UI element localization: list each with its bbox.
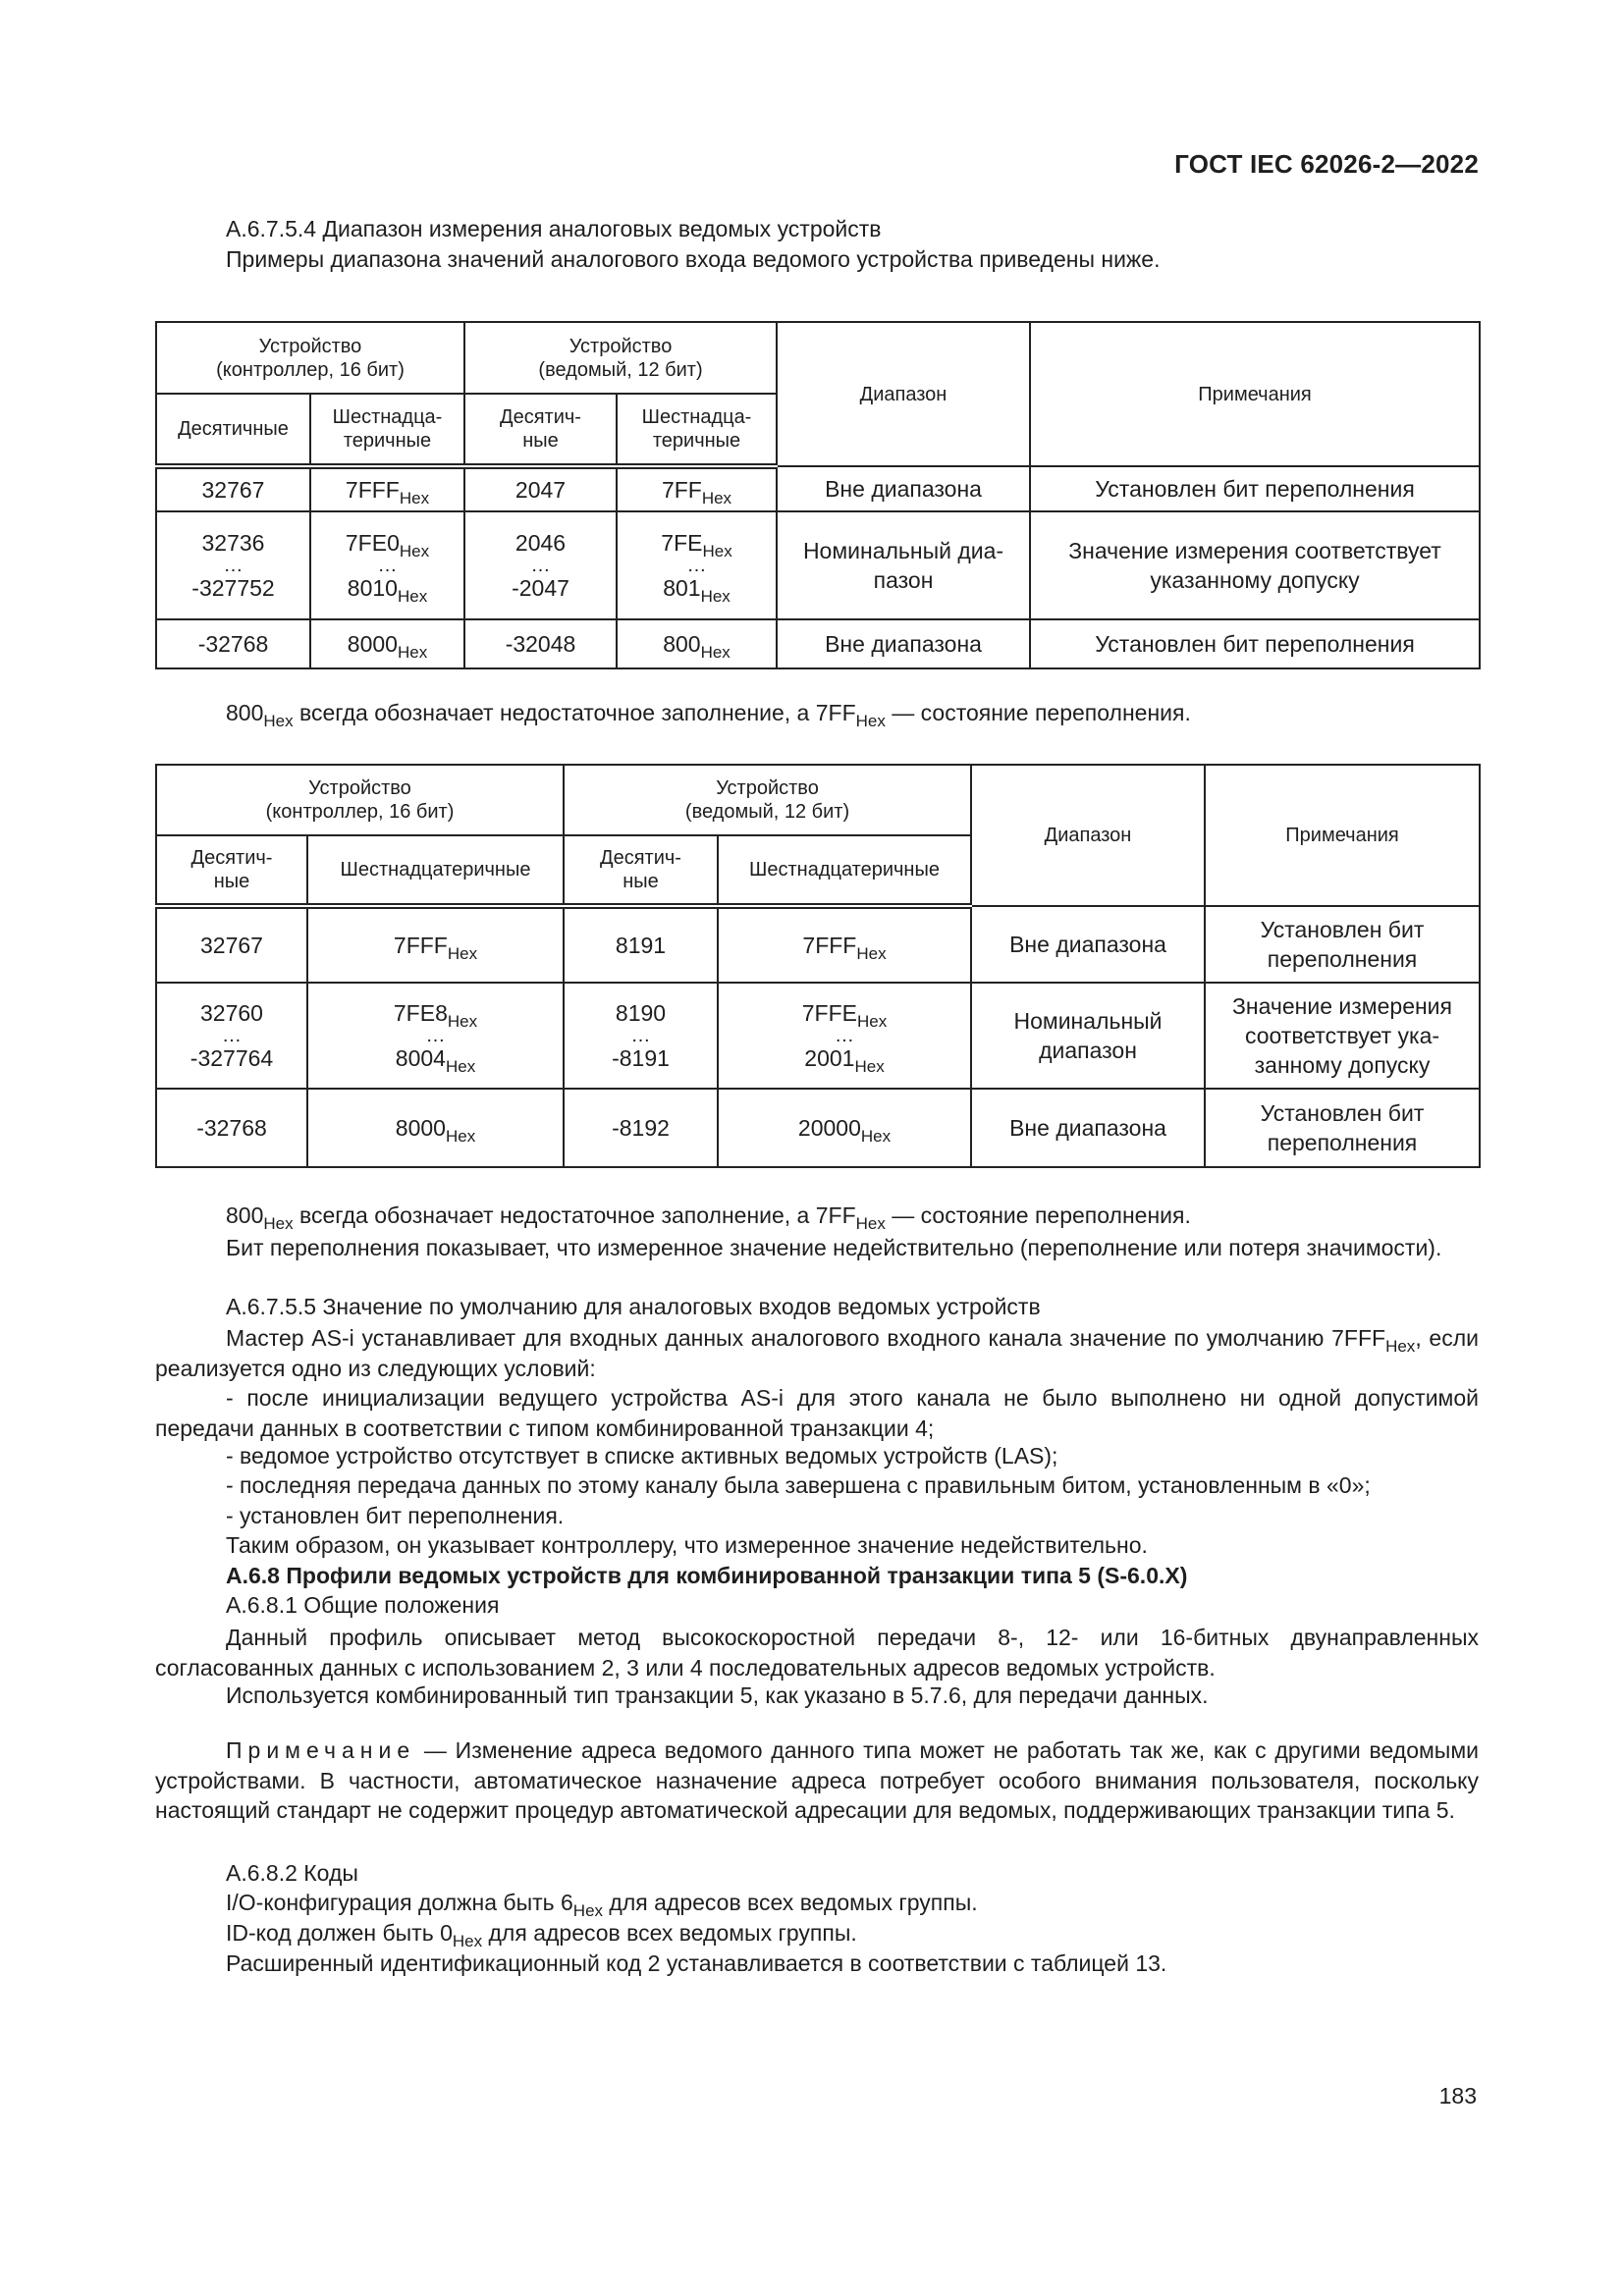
cell-slave-dec: -32048 [464,619,617,668]
note-block: Примечание — Изменение адреса ведомого данного типа может не работать так же, как с другими ведомыми устройствами. В частности, автоматическое назначение адреса потребует особого внимания пользователя, поскольку настоящий стандарт не содержит процедур автоматической адресации для ведомых, поддерживающих транзакции типа 5. [155,1737,1479,1823]
header-controller-group: Устройство (контроллер, 16 бит) [156,322,464,394]
range-table-12bit [155,321,1481,669]
table-row [156,1089,1480,1167]
condition-item-3: - последняя передача данных по этому каналу была завершена с правильным битом, установленным в «0»; [226,1472,1371,1498]
cell-slave-hex: $7FF_{Hex}$ [617,466,777,511]
cell-range: Вне диапазона [777,466,1030,511]
table-row [156,983,1480,1089]
header-slave-hex: Шестнадца- теричные [617,394,777,466]
cell-slave-dec: -8192 [564,1089,718,1167]
range-table-16bit [155,764,1481,1168]
profile-description: Данный профиль описывает метод высокоскоростной передачи 8-, 12- или 16-битных двунаправленных согласованных данных с использованием 2, 3 или 4 последовательных адресов ведомых устройств. [155,1625,1479,1681]
cell-slave-dec: 2046 … -2047 [464,511,617,619]
note-underflow-overflow-2: $800_{Hex}$ всегда обозначает недостаточное заполнение, а $7FF_{Hex}$ — состояние переполнения. [226,1202,1191,1233]
header-ctrl-hex: Шестнадца- теричные [310,394,464,466]
condition-item-2: - ведомое устройство отсутствует в списке активных ведомых устройств (LAS); [226,1443,1058,1468]
cell-notes: Значение измерения соответствует указанному допуску [1030,511,1480,619]
cell-slave-hex: $7FFE_{Hex}$ … $2001_{Hex}$ [718,983,971,1089]
cell-range: Вне диапазона [971,906,1205,983]
cell-ctrl-hex: $7FE0_{Hex}$ … $8010_{Hex}$ [310,511,464,619]
cell-notes: Установлен бит переполнения [1205,906,1480,983]
header-ctrl-hex: Шестнадцатеричные [307,835,564,906]
cell-ctrl-hex: $8000_{Hex}$ [310,619,464,668]
cell-notes: Установлен бит переполнения [1205,1089,1480,1167]
header-range: Диапазон [777,322,1030,466]
cell-notes: Значение измерения соответствует ука- занному допуску [1205,983,1480,1089]
header-controller-group: Устройство (контроллер, 16 бит) [156,765,564,835]
cell-ctrl-dec: 32736 … -327752 [156,511,310,619]
header-ctrl-decimal: Десятичные [156,394,310,466]
table-row [156,619,1480,668]
default-value-paragraph: Мастер AS-i устанавливает для входных данных аналогового входного канала значение по умолчанию $7FFF_{Hex}$, если реализуется одно из следующих условий: [155,1325,1479,1381]
cell-slave-dec: 8190 … -8191 [564,983,718,1089]
cell-range: Номинальный диапазон [971,983,1205,1089]
cell-range: Номинальный диа-пазон [777,511,1030,619]
header-ctrl-decimal: Десятич- ные [156,835,307,906]
header-slave-hex: Шестнадцатеричные [718,835,971,906]
section-title-a6755: А.6.7.5.5 Значение по умолчанию для аналоговых входов ведомых устройств [226,1294,1041,1319]
header-notes: Примечания [1205,765,1480,906]
cell-range: Вне диапазона [971,1089,1205,1167]
section-title-a681: А.6.8.1 Общие положения [226,1592,500,1618]
header-slave-decimal: Десятич- ные [464,394,617,466]
cell-notes: Установлен бит переполнения [1030,619,1480,668]
note-underflow-overflow-1: $800_{Hex}$ всегда обозначает недостаточное заполнение, а $7FF_{Hex}$ — состояние переполнения. [226,700,1191,730]
cell-ctrl-hex: $7FE8_{Hex}$ … $8004_{Hex}$ [307,983,564,1089]
cell-slave-hex: $7FFF_{Hex}$ [718,906,971,983]
overflow-explanation: Бит переполнения показывает, что измеренное значение недействительно (переполнение или потеря значимости). [226,1235,1442,1260]
section-title-a6754: А.6.7.5.4 Диапазон измерения аналоговых ведомых устройств [226,216,882,241]
cell-ctrl-hex: $7FFF_{Hex}$ [307,906,564,983]
header-slave-group: Устройство (ведомый, 12 бит) [464,322,777,394]
cell-slave-hex: $20000_{Hex}$ [718,1089,971,1167]
cell-ctrl-dec: -32768 [156,1089,307,1167]
conclusion-text: Таким образом, он указывает контроллеру, что измеренное значение недействительно. [226,1532,1148,1558]
condition-item-1: - после инициализации ведущего устройства AS-i для этого канала не было выполнено ни одной допустимой передачи данных в соответствии с типом комбинированной транзакции 4; [155,1385,1479,1441]
table-row [156,906,1480,983]
header-range: Диапазон [971,765,1205,906]
header-slave-decimal: Десятич- ные [564,835,718,906]
extended-id-text: Расширенный идентификационный код 2 устанавливается в соответствии с таблицей 13. [226,1950,1167,1976]
cell-slave-dec: 8191 [564,906,718,983]
cell-notes: Установлен бит переполнения [1030,466,1480,511]
cell-slave-hex: $800_{Hex}$ [617,619,777,668]
table-row [156,466,1480,511]
header-slave-group: Устройство (ведомый, 12 бит) [564,765,971,835]
section-title-a68: А.6.8 Профили ведомых устройств для комбинированной транзакции типа 5 (S-6.0.X) [226,1563,1188,1588]
transaction-type-text: Используется комбинированный тип транзакции 5, как указано в 5.7.6, для передачи данных. [226,1682,1209,1708]
io-config-text: I/O-конфигурация должна быть $6_{Hex}$ для адресов всех ведомых группы. [226,1890,978,1920]
section-title-a682: А.6.8.2 Коды [226,1860,358,1886]
cell-slave-dec: 2047 [464,466,617,511]
table-row [156,511,1480,619]
document-header-id: ГОСТ IEC 62026-2—2022 [1174,149,1479,179]
id-code-text: ID-код должен быть $0_{Hex}$ для адресов всех ведомых группы. [226,1920,857,1950]
cell-ctrl-dec: 32760 … -327764 [156,983,307,1089]
page-number: 183 [1438,2083,1477,2109]
header-notes: Примечания [1030,322,1480,466]
cell-ctrl-dec: 32767 [156,466,310,511]
section-intro-a6754: Примеры диапазона значений аналогового входа ведомого устройства приведены ниже. [226,246,1161,272]
cell-ctrl-dec: -32768 [156,619,310,668]
condition-item-4: - установлен бит переполнения. [226,1503,565,1528]
cell-ctrl-hex: $7FFF_{Hex}$ [310,466,464,511]
cell-ctrl-hex: $8000_{Hex}$ [307,1089,564,1167]
cell-ctrl-dec: 32767 [156,906,307,983]
cell-slave-hex: $7FE_{Hex}$ … $801_{Hex}$ [617,511,777,619]
cell-range: Вне диапазона [777,619,1030,668]
note-label: Примечание [226,1737,416,1763]
